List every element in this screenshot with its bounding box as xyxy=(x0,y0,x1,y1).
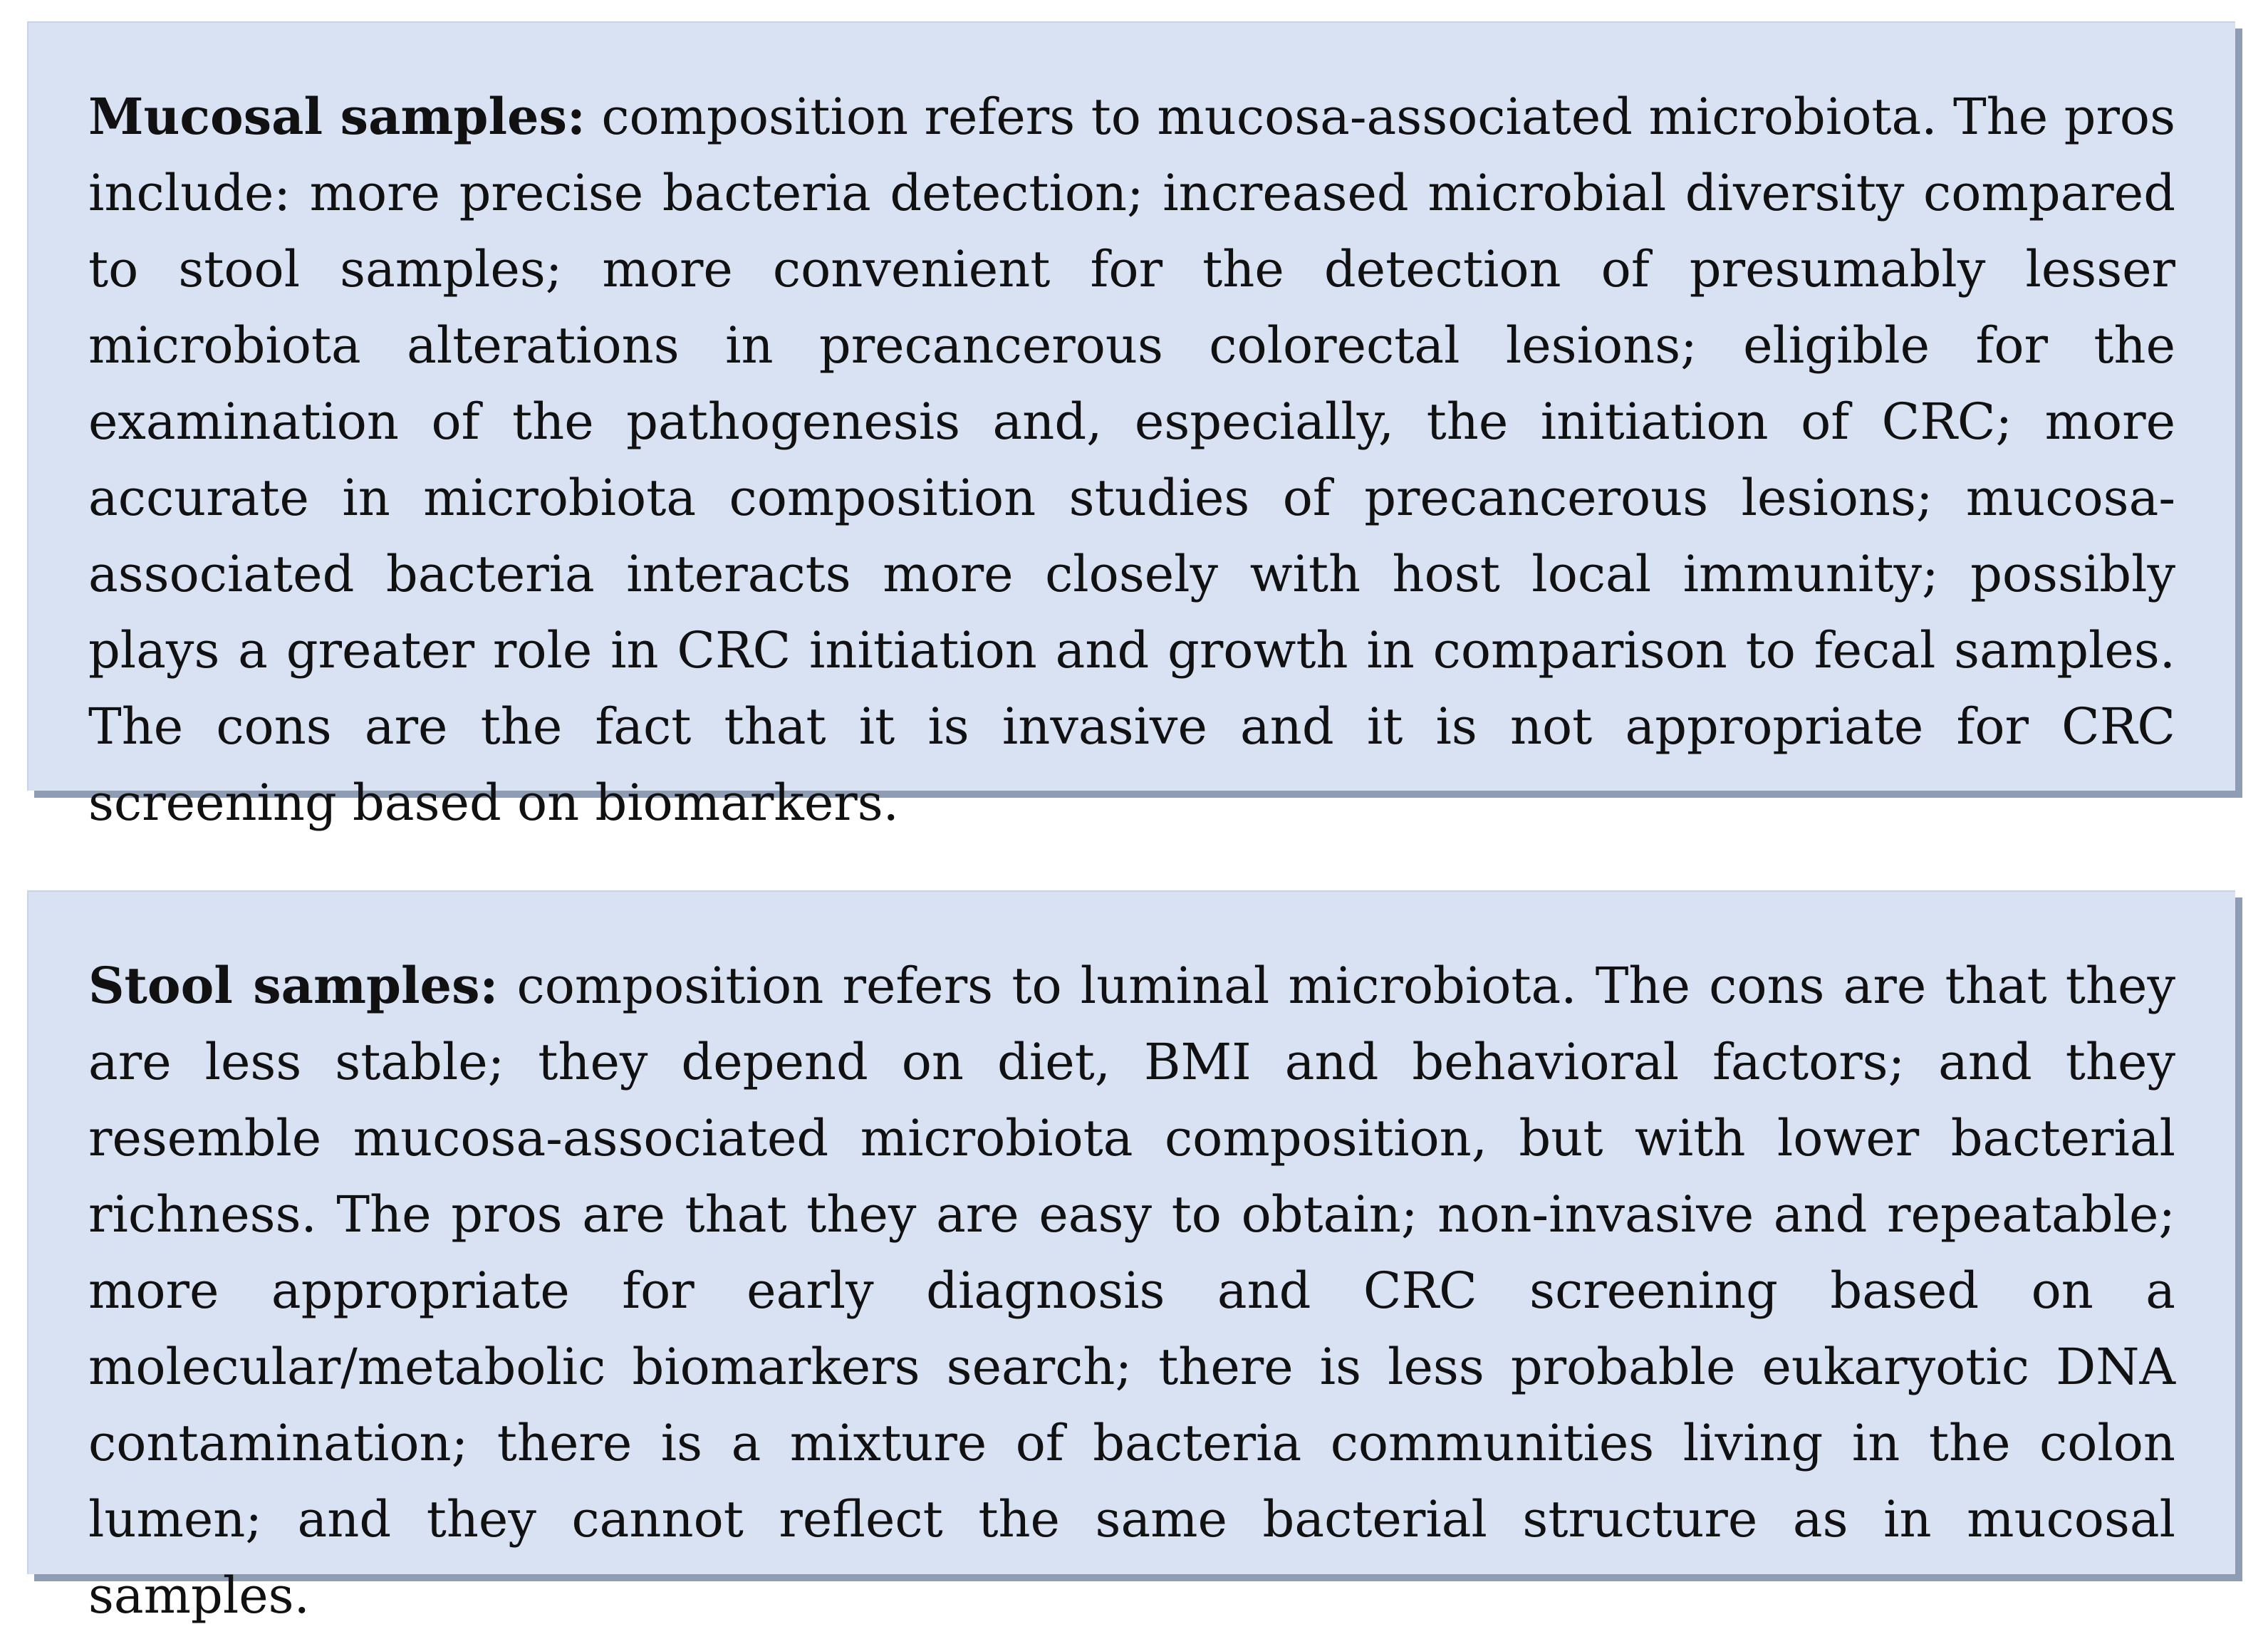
mucosal-samples-heading: Mucosal samples: xyxy=(88,87,586,146)
stool-samples-heading: Stool samples: xyxy=(88,956,499,1015)
stool-samples-paragraph xyxy=(88,947,2175,1634)
mucosal-samples-text: composition refers to mucosa-associated microbiota. The pros include: more precise bacteria detection; increased microbial diversity compared to stool samples; more convenient for the detection of presumably lesser microbiota alterations in precancerous colorectal lesions; eligible for the examination of the pathogenesis and, especially, the initiation of CRC; more accurate in microbiota composition studies of precancerous lesions; mucosa-associated bacteria interacts more closely with host local immunity; possibly plays a greater role in CRC initiation and growth in comparison to fecal samples. The cons are the fact that it is invasive and it is not appropriate for CRC screening based on biomarkers. xyxy=(88,88,2176,832)
mucosal-samples-paragraph xyxy=(88,78,2175,841)
mucosal-samples-box xyxy=(27,21,2235,832)
stool-samples-text: composition refers to luminal microbiota. The cons are that they are less stable; they depend on diet, BMI and behavioral factors; and they resemble mucosa-associated microbiota composition, but with lower bacterial richness. The pros are that they are easy to obtain; non-invasive and repeatable; more appropriate for early diagnosis and CRC screening based on a molecular/metabolic biomarkers search; there is less probable eukaryotic DNA contamination; there is a mixture of bacteria communities living in the colon lumen; and they cannot reflect the same bacterial structure as in mucosal samples. xyxy=(88,957,2175,1625)
stool-samples-box xyxy=(27,890,2235,1625)
